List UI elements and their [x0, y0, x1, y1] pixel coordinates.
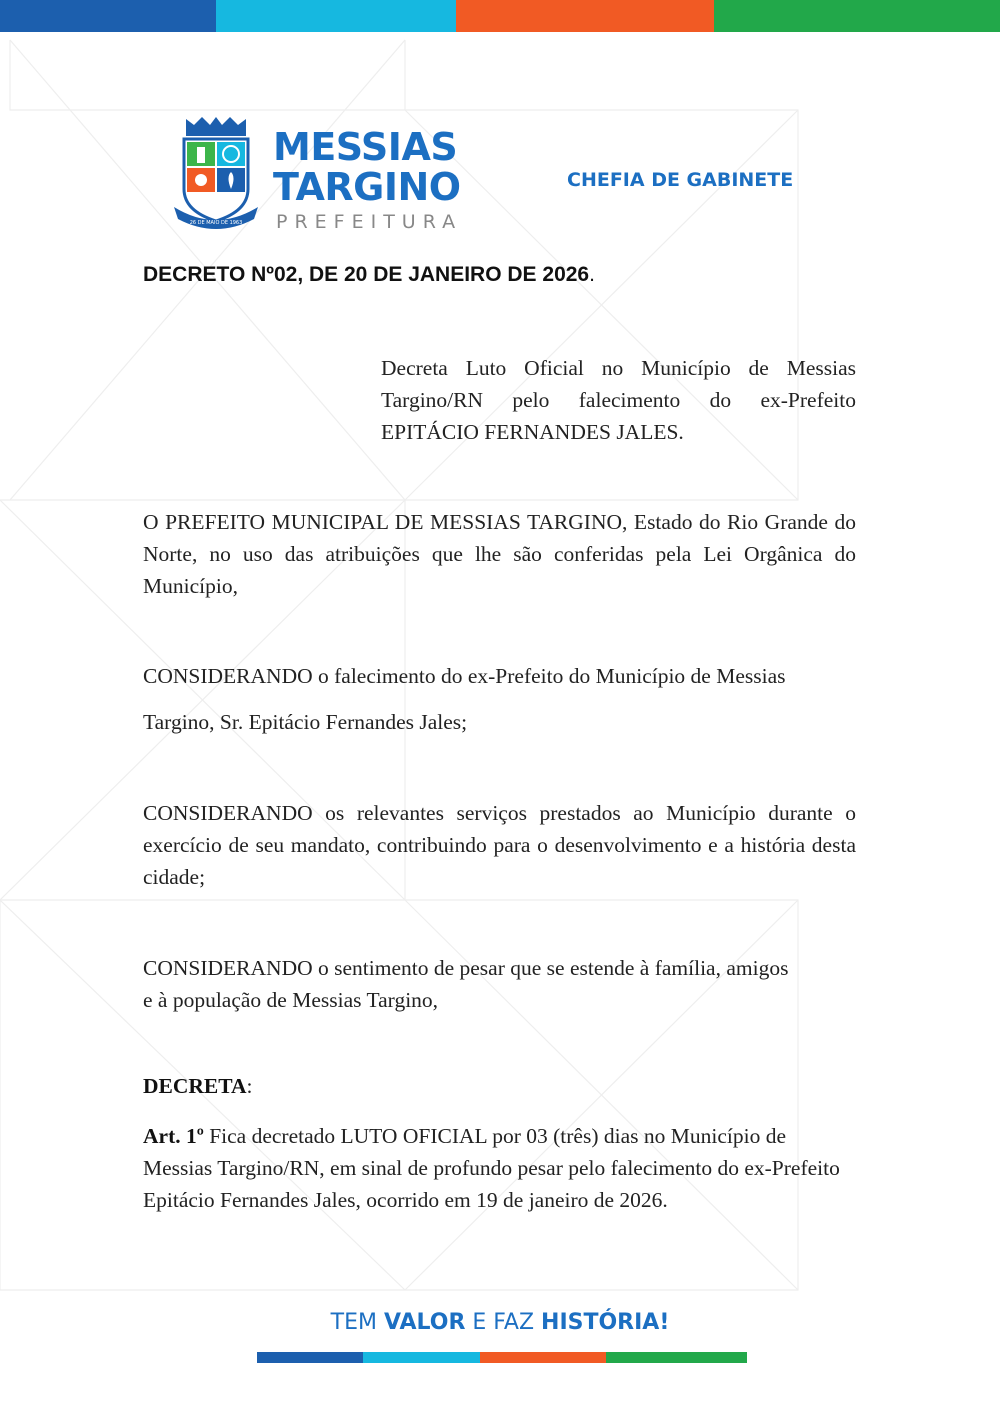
top-bar-blue — [0, 0, 216, 32]
article-1-label: Art. 1º — [143, 1124, 204, 1148]
slogan-part-4: HISTÓRIA! — [541, 1310, 670, 1335]
decreta-label: DECRETA — [143, 1074, 247, 1098]
department-name: CHEFIA DE GABINETE — [567, 169, 794, 191]
decree-title-end: . — [589, 263, 595, 286]
slogan-part-1: TEM — [330, 1310, 384, 1335]
decree-title — [143, 263, 595, 287]
decree-title-text: DECRETO Nº02, DE 20 DE JANEIRO DE 2026 — [143, 263, 590, 286]
considerando-1: CONSIDERANDO o falecimento do ex-Prefeito do Município de Messias Targino, Sr. Epitácio Fernandes Jales; — [143, 664, 786, 734]
brand-subtitle: PREFEITURA — [276, 211, 463, 233]
top-color-bar — [0, 0, 1000, 32]
preamble-paragraph: O PREFEITO MUNICIPAL DE MESSIAS TARGINO, Estado do Rio Grande do Norte, no uso das atribuições que lhe são conferidas pela Lei Orgânica do Município, — [143, 510, 856, 598]
brand-wordmark — [273, 127, 462, 233]
bottom-bar-cyan — [363, 1352, 480, 1363]
footer-slogan — [0, 1310, 1000, 1335]
article-1-text: Fica decretado LUTO OFICIAL por 03 (três) dias no Município de Messias Targino/RN, em sinal de profundo pesar pelo falecimento do ex-Prefeito Epitácio Fernandes Jales, ocorrido em 19 de janeiro de 2026. — [143, 1124, 840, 1212]
letterhead — [170, 115, 810, 240]
top-bar-green — [714, 0, 1000, 32]
svg-text:26 DE MAIO DE 1963: 26 DE MAIO DE 1963 — [189, 220, 243, 226]
top-bar-cyan — [216, 0, 456, 32]
brand-line-1: MESSIAS — [273, 125, 458, 169]
slogan-part-3: E FAZ — [465, 1310, 542, 1335]
slogan-part-2: VALOR — [383, 1310, 466, 1335]
decree-summary: Decreta Luto Oficial no Município de Messias Targino/RN pelo falecimento do ex-Prefeito EPITÁCIO FERNANDES JALES. — [381, 356, 856, 444]
brand-line-2: TARGINO — [273, 165, 461, 209]
municipal-crest-icon — [170, 115, 262, 235]
decreta-heading — [143, 1074, 253, 1099]
bottom-bar-orange — [480, 1352, 606, 1363]
top-bar-orange — [456, 0, 714, 32]
bottom-bar-blue — [257, 1352, 363, 1363]
bottom-color-bar — [257, 1352, 747, 1363]
article-1 — [143, 1120, 843, 1216]
considerando-3: CONSIDERANDO o sentimento de pesar que se estende à família, amigos e à população de Messias Targino, — [143, 956, 789, 1012]
decreta-colon: : — [246, 1074, 253, 1098]
bottom-bar-green — [606, 1352, 747, 1363]
considerando-2: CONSIDERANDO os relevantes serviços prestados ao Município durante o exercício de seu mandato, contribuindo para o desenvolvimento e a história desta cidade; — [143, 801, 856, 889]
